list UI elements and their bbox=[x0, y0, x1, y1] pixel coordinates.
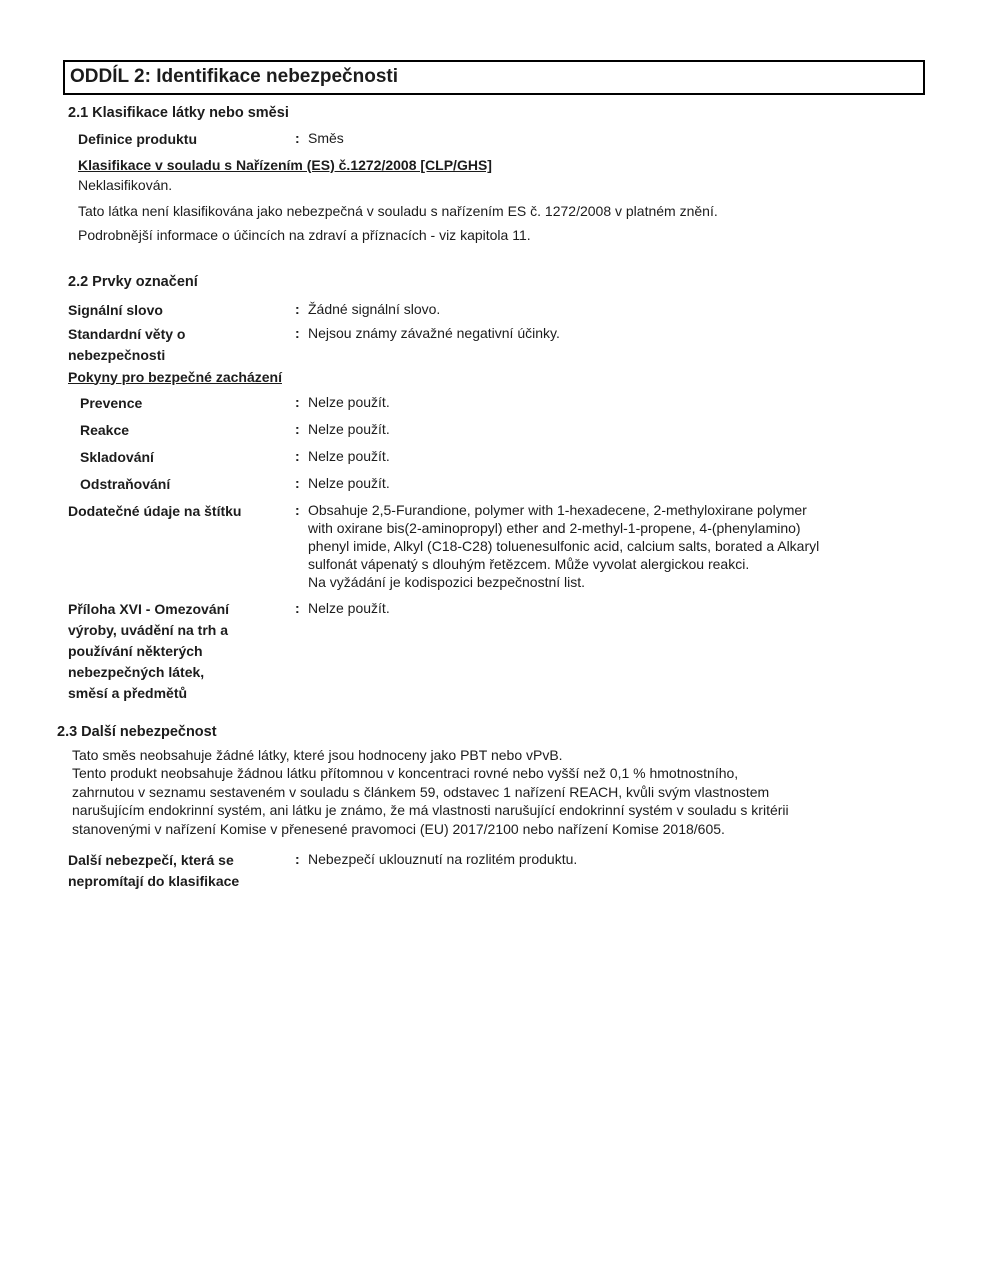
colon: : bbox=[295, 851, 300, 867]
prevention-label: Prevence bbox=[80, 394, 143, 411]
heading-2-1: 2.1 Klasifikace látky nebo směsi bbox=[68, 105, 289, 121]
colon: : bbox=[295, 393, 300, 410]
supplemental-label: Dodatečné údaje na štítku bbox=[68, 502, 242, 519]
storage-value: Nelze použít. bbox=[308, 447, 390, 464]
precaution-heading: Pokyny pro bezpečné zacházení bbox=[68, 368, 282, 385]
not-classified-text: Neklasifikován. bbox=[78, 177, 173, 193]
product-definition-label: Definice produktu bbox=[78, 131, 198, 147]
hazard-statements-value: Nejsou známy závažné negativní účinky. bbox=[308, 324, 560, 341]
field-storage bbox=[80, 447, 975, 468]
field-signal-word bbox=[68, 300, 975, 321]
section-2-title: ODDÍL 2: Identifikace nebezpečnosti bbox=[70, 66, 399, 87]
field-prevention bbox=[80, 393, 975, 414]
other-hazards-label: Další nebezpečí, která se nepromítají do klasifikace bbox=[68, 852, 240, 889]
response-label: Reakce bbox=[80, 421, 130, 438]
colon: : bbox=[295, 300, 300, 317]
colon: : bbox=[295, 447, 300, 464]
hazard-statements-label: Standardní věty o nebezpečnosti bbox=[68, 325, 186, 363]
field-other-hazards bbox=[68, 850, 975, 892]
heading-2-2: 2.2 Prvky označení bbox=[68, 273, 198, 290]
field-supplemental-label-info bbox=[68, 501, 975, 591]
prevention-value: Nelze použít. bbox=[308, 393, 390, 410]
disposal-label: Odstraňování bbox=[80, 475, 171, 492]
product-definition-value: Směs bbox=[308, 130, 344, 146]
signal-word-label: Signální slovo bbox=[68, 301, 163, 318]
colon: : bbox=[295, 474, 300, 491]
classification-note-1: Tato látka není klasifikována jako nebezpečná v souladu s nařízením ES č. 1272/2008 v platném znění. bbox=[78, 202, 718, 219]
field-annex-restrictions bbox=[68, 599, 975, 704]
field-response bbox=[80, 420, 975, 441]
colon: : bbox=[295, 130, 300, 146]
signal-word-value: Žádné signální slovo. bbox=[308, 300, 441, 317]
disposal-value: Nelze použít. bbox=[308, 474, 390, 491]
field-product-definition bbox=[78, 129, 975, 150]
field-disposal bbox=[80, 474, 975, 495]
field-hazard-statements bbox=[68, 324, 975, 366]
storage-label: Skladování bbox=[80, 448, 154, 465]
colon: : bbox=[295, 324, 300, 341]
heading-2-3: 2.3 Další nebezpečnost bbox=[57, 723, 217, 740]
response-value: Nelze použít. bbox=[308, 420, 390, 437]
other-hazards-value: Nebezpečí uklouznutí na rozlitém produktu. bbox=[308, 851, 578, 867]
other-hazards-paragraph: Tato směs neobsahuje žádné látky, které jsou hodnoceny jako PBT nebo vPvB. Tento produkt neobsahuje žádnou látku přítomnou v koncentraci rovné nebo vyšší než 0,1 % hmotnostního, zahrnutou v seznamu sestaveném v souladu s článkem 59, odstavec 1 nařízení REACH, kvůli svým vlastnostem narušujícím endokrinní systém, ani látku je známo, že má vlastnosti narušující endokrinní systém v souladu s kritérii stanovenými v nařízení Komise v přenesené pravomoci (EU) 2017/2100 nebo nařízení Komise 2018/605. bbox=[72, 746, 789, 837]
annex-label: Příloha XVI - Omezování výroby, uvádění na trh a používání některých nebezpečných látek, směsí a předmětů bbox=[68, 600, 230, 701]
colon: : bbox=[295, 420, 300, 437]
annex-value: Nelze použít. bbox=[308, 599, 390, 616]
classification-note-2: Podrobnější informace o účincích na zdraví a příznacích - viz kapitola 11. bbox=[78, 227, 531, 243]
supplemental-value: Obsahuje 2,5-Furandione, polymer with 1-hexadecene, 2-methyloxirane polymer with oxirane bis(2-aminopropyl) ether and 2-methyl-1-propene, 4-(phenylamino) phenyl imide, Alkyl (C18-C28) toluenesulfonic acid, calcium salts, borated a Alkaryl sulfonát vápenatý s dlouhým řetězcem. Může vyvolat alergickou reakci. Na vyžádání je kodispozici bezpečnostní list. bbox=[308, 501, 820, 590]
colon: : bbox=[295, 501, 300, 518]
classification-heading: Klasifikace v souladu s Nařízením (ES) č.1272/2008 [CLP/GHS] bbox=[78, 157, 492, 173]
colon: : bbox=[295, 599, 300, 616]
section-2-title-box bbox=[63, 60, 925, 95]
